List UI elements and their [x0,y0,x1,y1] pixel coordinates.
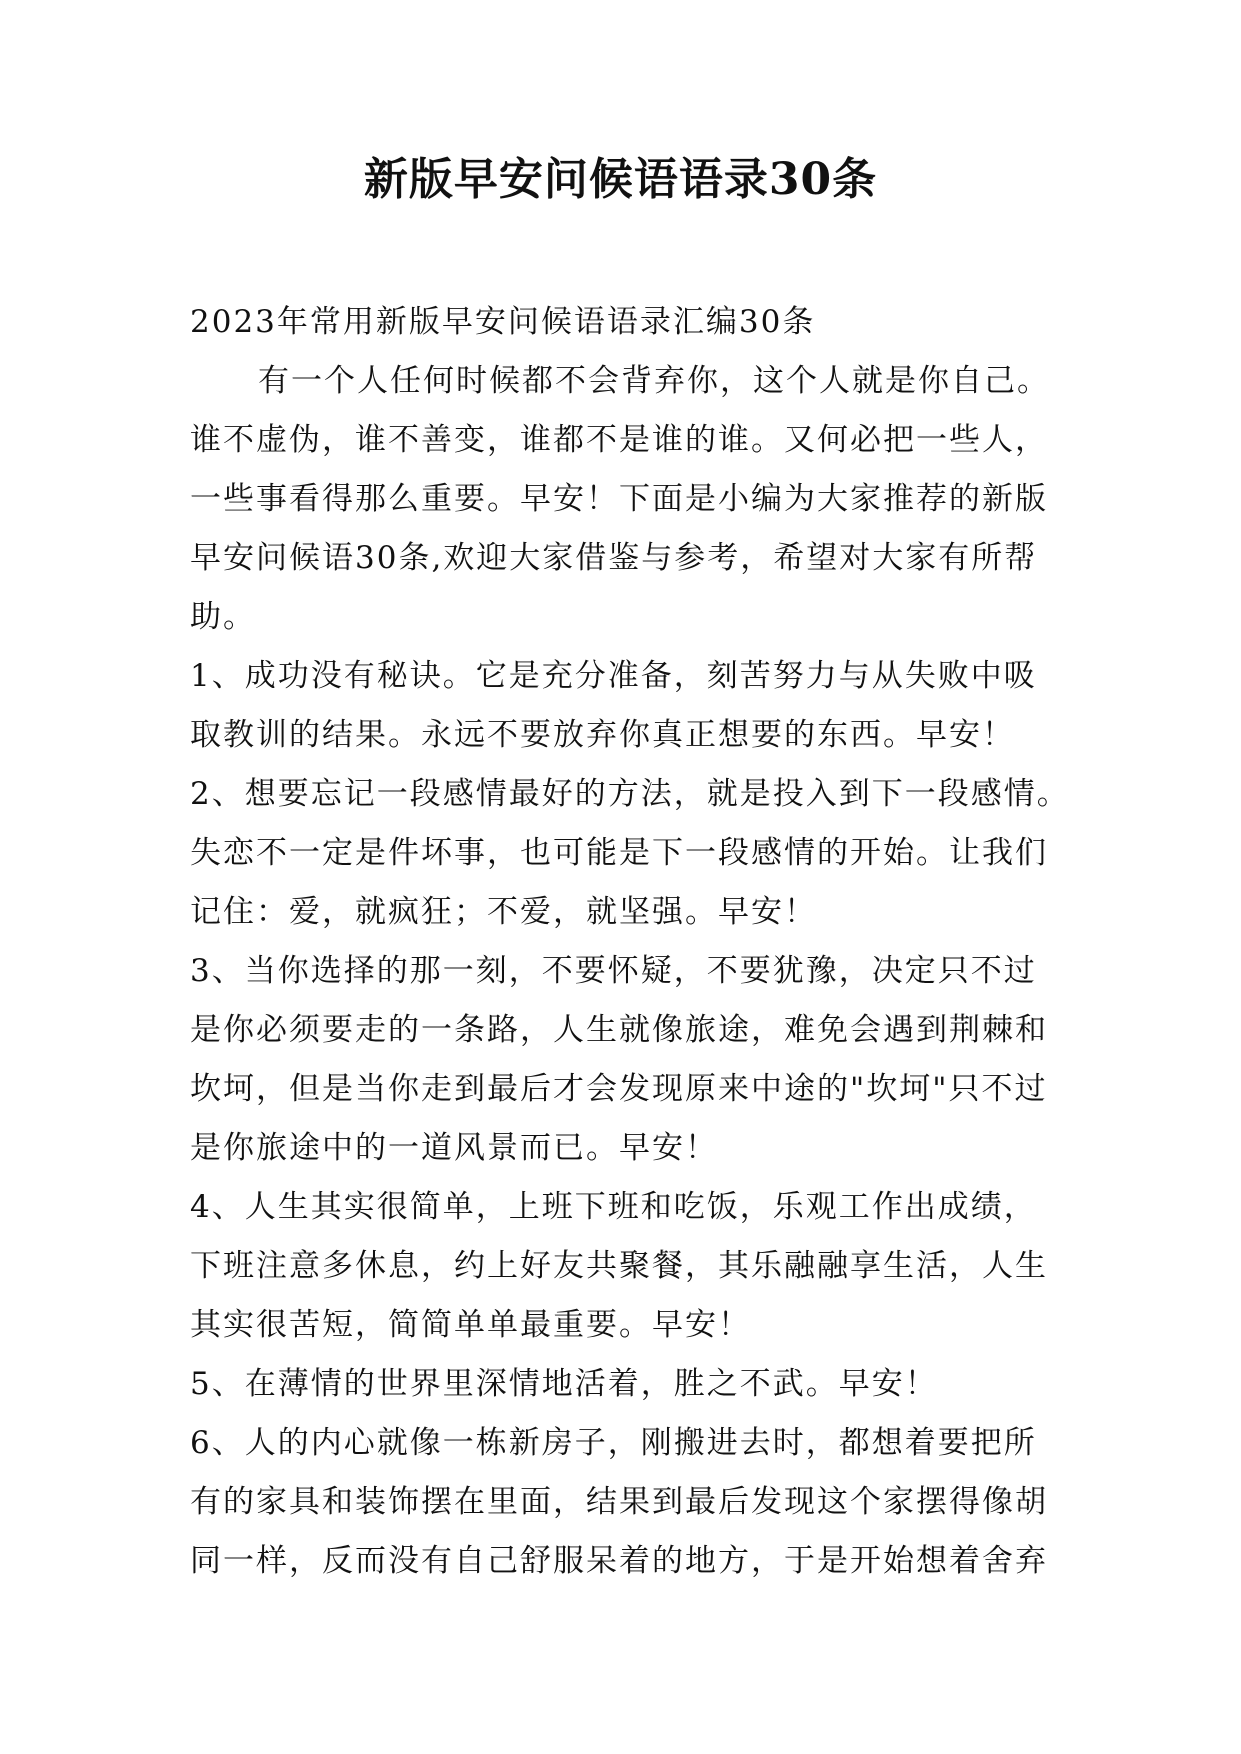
item-6-line: 同一样，反而没有自己舒服呆着的地方，于是开始想着舍弃 [190,1543,1048,1579]
intro-line: 助。 [190,599,256,635]
item-1-line: 取教训的结果。永远不要放弃你真正想要的东西。早安！ [190,717,1015,753]
item-2-line: 记住：爱，就疯狂；不爱，就坚强。早安！ [190,894,817,930]
intro-line: 早安问候语30条,欢迎大家借鉴与参考，希望对大家有所帮 [190,540,1038,576]
intro-line: 一些事看得那么重要。早安！下面是小编为大家推荐的新版 [190,481,1048,517]
item-3-line: 坎坷，但是当你走到最后才会发现原来中途的"坎坷"只不过 [190,1071,1048,1107]
item-4-line: 4、人生其实很简单，上班下班和吃饭，乐观工作出成绩， [190,1189,1037,1225]
item-5-line: 5、在薄情的世界里深情地活着，胜之不武。早安！ [190,1366,938,1402]
item-3-line: 是你必须要走的一条路，人生就像旅途，难免会遇到荆棘和 [190,1012,1048,1048]
item-4-line: 下班注意多休息，约上好友共聚餐，其乐融融享生活，人生 [190,1248,1048,1284]
item-4-line: 其实很苦短，简简单单最重要。早安！ [190,1307,751,1343]
document-title: 新版早安问候语语录30条 [363,154,878,205]
item-2-line: 2、想要忘记一段感情最好的方法，就是投入到下一段感情。 [190,776,1070,812]
intro-line: 有一个人任何时候都不会背弃你，这个人就是你自己。 [258,363,1050,399]
intro-line: 谁不虚伪，谁不善变，谁都不是谁的谁。又何必把一些人， [190,422,1048,458]
document-body [190,293,1075,1591]
item-2-line: 失恋不一定是件坏事，也可能是下一段感情的开始。让我们 [190,835,1048,871]
item-6-line: 有的家具和装饰摆在里面，结果到最后发现这个家摆得像胡 [190,1484,1048,1520]
item-3-line: 3、当你选择的那一刻，不要怀疑，不要犹豫，决定只不过 [190,953,1037,989]
item-1-line: 1、成功没有秘诀。它是充分准备，刻苦努力与从失败中吸 [190,658,1037,694]
item-6-line: 6、人的内心就像一栋新房子，刚搬进去时，都想着要把所 [190,1425,1037,1461]
subtitle-line: 2023年常用新版早安问候语语录汇编30条 [190,304,816,340]
item-3-line: 是你旅途中的一道风景而已。早安！ [190,1130,718,1166]
